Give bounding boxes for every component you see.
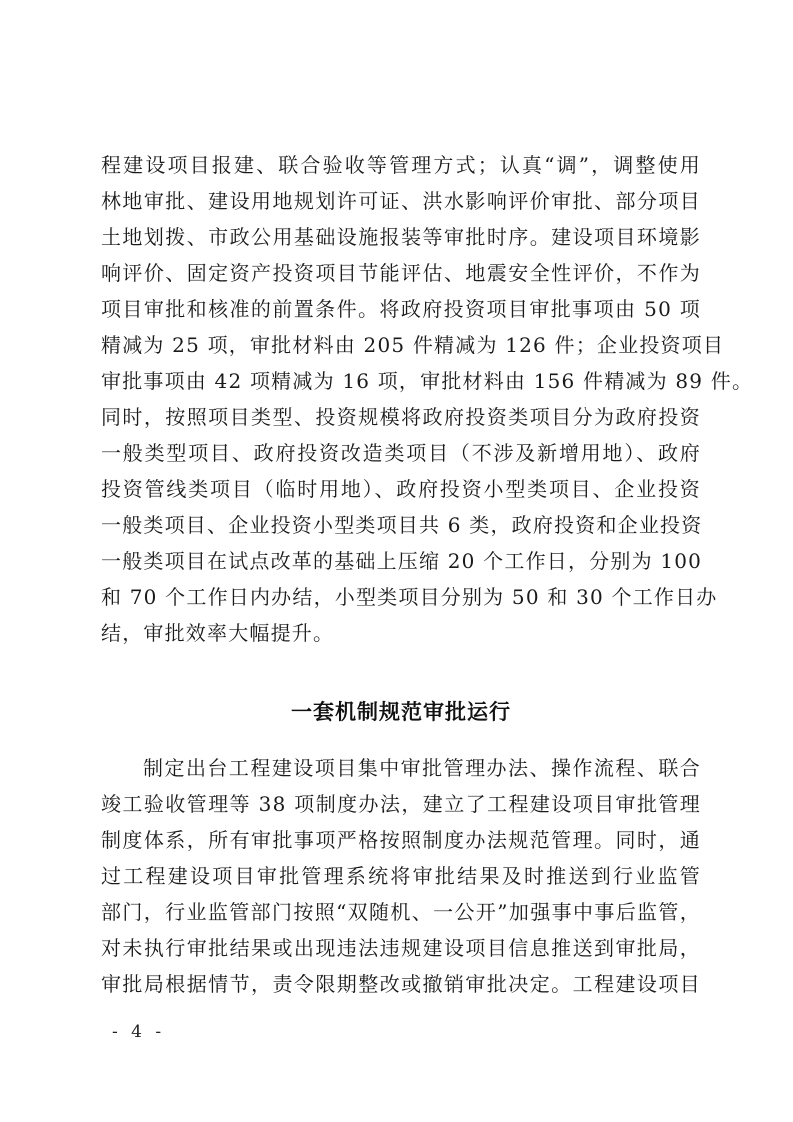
paragraph-line: 响评价、固定资产投资项目节能评估、地震安全性评价，不作为	[101, 261, 701, 285]
paragraph-line: 制定出台工程建设项目集中审批管理办法、操作流程、联合	[143, 756, 701, 780]
paragraph-line: 一般类项目在试点改革的基础上压缩 20 个工作日，分别为 100	[101, 549, 703, 573]
paragraph-line: 制度体系，所有审批事项严格按照制度办法规范管理。同时，通	[101, 828, 701, 852]
paragraph-line: 一般类项目、企业投资小型类项目共 6 类，政府投资和企业投资	[101, 513, 703, 537]
body-paragraph-1	[101, 147, 754, 651]
paragraph-line: 和 70 个工作日内办结，小型类项目分别为 50 和 30 个工作日办	[101, 585, 718, 609]
paragraph-line: 投资管线类项目（临时用地）、政府投资小型类项目、企业投资	[101, 477, 701, 501]
paragraph-line: 部门，行业监管部门按照“双随机、一公开”加强事中事后监管，	[101, 900, 701, 924]
paragraph-line: 一般类型项目、政府投资改造类项目（不涉及新增用地）、政府	[101, 441, 701, 465]
page-number: - 4 -	[112, 1022, 166, 1042]
paragraph-line: 审批事项由 42 项精减为 16 项，审批材料由 156 件精减为 89 件。	[101, 369, 754, 393]
body-paragraph-2	[101, 750, 701, 1002]
paragraph-line: 程建设项目报建、联合验收等管理方式；认真“调”，调整使用	[101, 153, 701, 177]
paragraph-line: 同时，按照项目类型、投资规模将政府投资类项目分为政府投资	[101, 405, 701, 429]
paragraph-line: 林地审批、建设用地规划许可证、洪水影响评价审批、部分项目	[101, 189, 701, 213]
paragraph-line: 土地划拨、市政公用基础设施报装等审批时序。建设项目环境影	[101, 225, 701, 249]
paragraph-line: 结，审批效率大幅提升。	[101, 621, 335, 645]
paragraph-line: 审批局根据情节，责令限期整改或撤销审批决定。工程建设项目	[101, 972, 701, 996]
paragraph-line: 竣工验收管理等 38 项制度办法，建立了工程建设项目审批管理	[101, 792, 701, 816]
paragraph-line: 项目审批和核准的前置条件。将政府投资项目审批事项由 50 项	[101, 297, 701, 321]
paragraph-line: 精减为 25 项，审批材料由 205 件精减为 126 件；企业投资项目	[101, 333, 725, 357]
paragraph-line: 对未执行审批结果或出现违法违规建设项目信息推送到审批局，	[101, 936, 701, 960]
section-heading: 一套机制规范审批运行	[291, 700, 511, 724]
paragraph-line: 过工程建设项目审批管理系统将审批结果及时推送到行业监管	[101, 864, 701, 888]
